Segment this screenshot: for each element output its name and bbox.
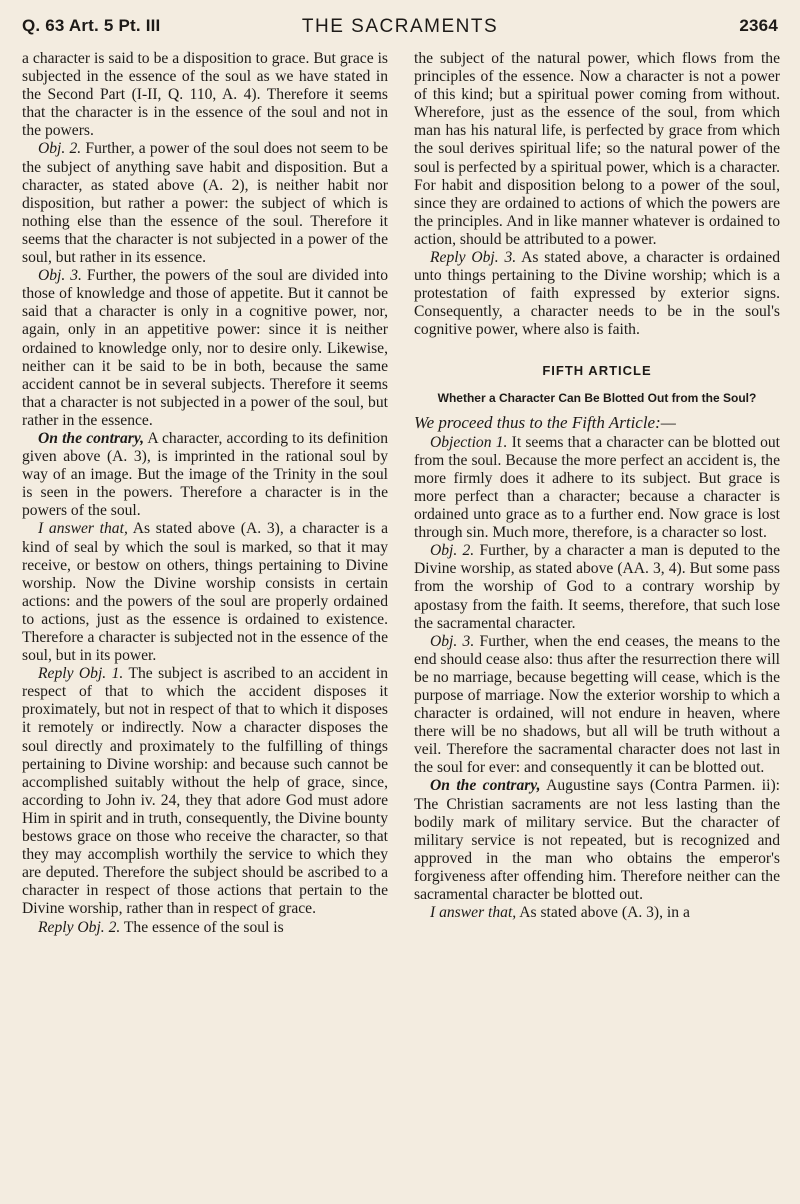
- paragraph: Reply Obj. 2. The essence of the soul is: [38, 918, 284, 936]
- paragraph-label: Obj. 3.: [38, 267, 82, 285]
- paragraph: On the contrary, A character, according to its definition given above (A. 3), is imprinted in the rational soul by way of an image. But the image of the Trinity in the soul is seen in the powers. Therefore a character is in the powers of the soul.: [22, 429, 388, 520]
- section-reference: Q. 63 Art. 5 Pt. III: [22, 16, 161, 35]
- paragraph: Reply Obj. 3. As stated above, a character is ordained unto things pertaining to the Divine worship; which is a protestation of faith expressed by exterior signs. Consequently, a character needs to be in the soul's cognitive power, where also is faith.: [414, 249, 780, 339]
- paragraph: Obj. 3. Further, when the end ceases, the means to the end should cease also: thus after the resurrection there will be no marriage, because begetting will cease, which is the purpose of marriage. Now the exterior worship to which a character is ordained, will not endure in heaven, where there will be no shadows, but all will be truth without a veil. Therefore the sacramental character does not last in the soul for ever: and consequently it can be blotted out.: [414, 632, 781, 777]
- paragraph-label: Obj. 3.: [430, 632, 475, 650]
- paragraph-label: Reply Obj. 1.: [38, 665, 124, 683]
- paragraph-label: Reply Obj. 2.: [38, 918, 121, 936]
- page-number: 2364: [739, 16, 778, 35]
- paragraph: I answer that, As stated above (A. 3), a character is a kind of seal by which the soul is marked, so that it may receive, or bestow on others, things pertaining to Divine worship. Now the Divine worship consists in certain actions: and the powers of the soul are properly ordained to actions, just as the essence is ordained to existence. Therefore a character is subjected not in the essence of the soul, but in its power.: [22, 520, 388, 665]
- paragraph: On the contrary, Augustine says (Contra Parmen. ii): The Christian sacraments are not less lasting than the bodily mark of military service. But the character of military service is not repeated, but is recognized and approved in the man who obtains the emperor's forgiveness after offending him. Therefore neither can the sacramental character be blotted out.: [414, 777, 780, 904]
- paragraph-label: I answer that,: [38, 520, 128, 538]
- paragraph-label: On the contrary,: [38, 429, 145, 447]
- paragraph-label: I answer that,: [430, 904, 517, 922]
- paragraph-label: Obj. 2.: [38, 140, 82, 158]
- article-title: FIFTH ARTICLE: [542, 362, 652, 378]
- right-column: [414, 50, 780, 922]
- paragraph-label: On the contrary,: [430, 777, 541, 795]
- paragraph: Obj. 2. Further, a power of the soul does not seem to be the subject of anything save habit and disposition. But a character, as stated above (A. 2), is neither habit nor disposition, but rather a power: the subject of which is nothing else than the essence of the soul. Therefore it seems that the character is not subjected in a power of the soul, but rather in its essence.: [22, 140, 388, 267]
- paragraph: I answer that, As stated above (A. 3), in a: [430, 904, 690, 922]
- left-column: [22, 50, 388, 937]
- paragraph-label: Obj. 2.: [430, 542, 475, 560]
- proceed-line: We proceed thus to the Fifth Article:—: [414, 412, 676, 432]
- paragraph: Objection 1. It seems that a character can be blotted out from the soul. Because the more perfect an accident is, the more firmly does it adhere to its subject. But grace is more perfect than a character; because a character is ordained unto grace as to a further end. Now grace is lost through sin. Much more, therefore, is a character so lost.: [414, 433, 780, 542]
- paragraph-label: Objection 1.: [430, 433, 508, 451]
- paragraph: a character is said to be a disposition to grace. But grace is subjected in the essence of the soul as we have stated in the Second Part (I-II, Q. 110, A. 4). Therefore it seems that the character is in the essence of the soul and not in the powers.: [22, 50, 388, 140]
- running-title: THE SACRAMENTS: [301, 16, 499, 37]
- paragraph-label: Reply Obj. 3.: [430, 249, 517, 267]
- paragraph: Obj. 3. Further, the powers of the soul are divided into those of knowledge and those of appetite. But it cannot be said that a character is only in a cognitive power, nor, again, only in an appetitive power: since it is neither ordained to knowledge only, nor to desire only. Likewise, neither can it be said to be in both, because the same accident cannot be in several subjects. Therefore it seems that a character is not subjected in a power of the soul, but rather in the essence.: [22, 267, 388, 429]
- paragraph: Reply Obj. 1. The subject is ascribed to an accident in respect of that to which the accident disposes it proximately, but not in respect of that to which it disposes it remotely or indirectly. Now a character disposes the soul directly and proximately to the fulfilling of things pertaining to Divine worship: and because such cannot be accomplished suitably without the help of grace, since, according to John iv. 24, they that adore God must adore Him in spirit and in truth, consequently, the Divine bounty bestows grace on those who receive the character, so that they may accomplish worthily the service to which they are deputed. Therefore the subject should be ascribed to a character in respect of those actions that pertain to the Divine worship, rather than in respect of grace.: [22, 665, 389, 918]
- paragraph: Obj. 2. Further, by a character a man is deputed to the Divine worship, as stated above (AA. 3, 4). But some pass from the worship of God to a contrary worship by apostasy from the faith. It seems, therefore, that such lose the sacramental character.: [414, 542, 780, 632]
- article-question: Whether a Character Can Be Blotted Out from the Soul?: [437, 390, 757, 405]
- running-header: [22, 16, 778, 42]
- paragraph: the subject of the natural power, which flows from the principles of the essence. Now a character is not a power of this kind; but a spiritual power coming from without. Wherefore, just as the essence of the soul, from which man has his natural life, is perfected by grace from which the soul derives spiritual life; so the natural power of the soul is perfected by a spiritual power, which is a character. For habit and disposition belong to a power of the soul, since they are ordained to actions of which the powers are the principles. And in like manner whatever is ordained to action, should be attributed to a power.: [414, 50, 780, 248]
